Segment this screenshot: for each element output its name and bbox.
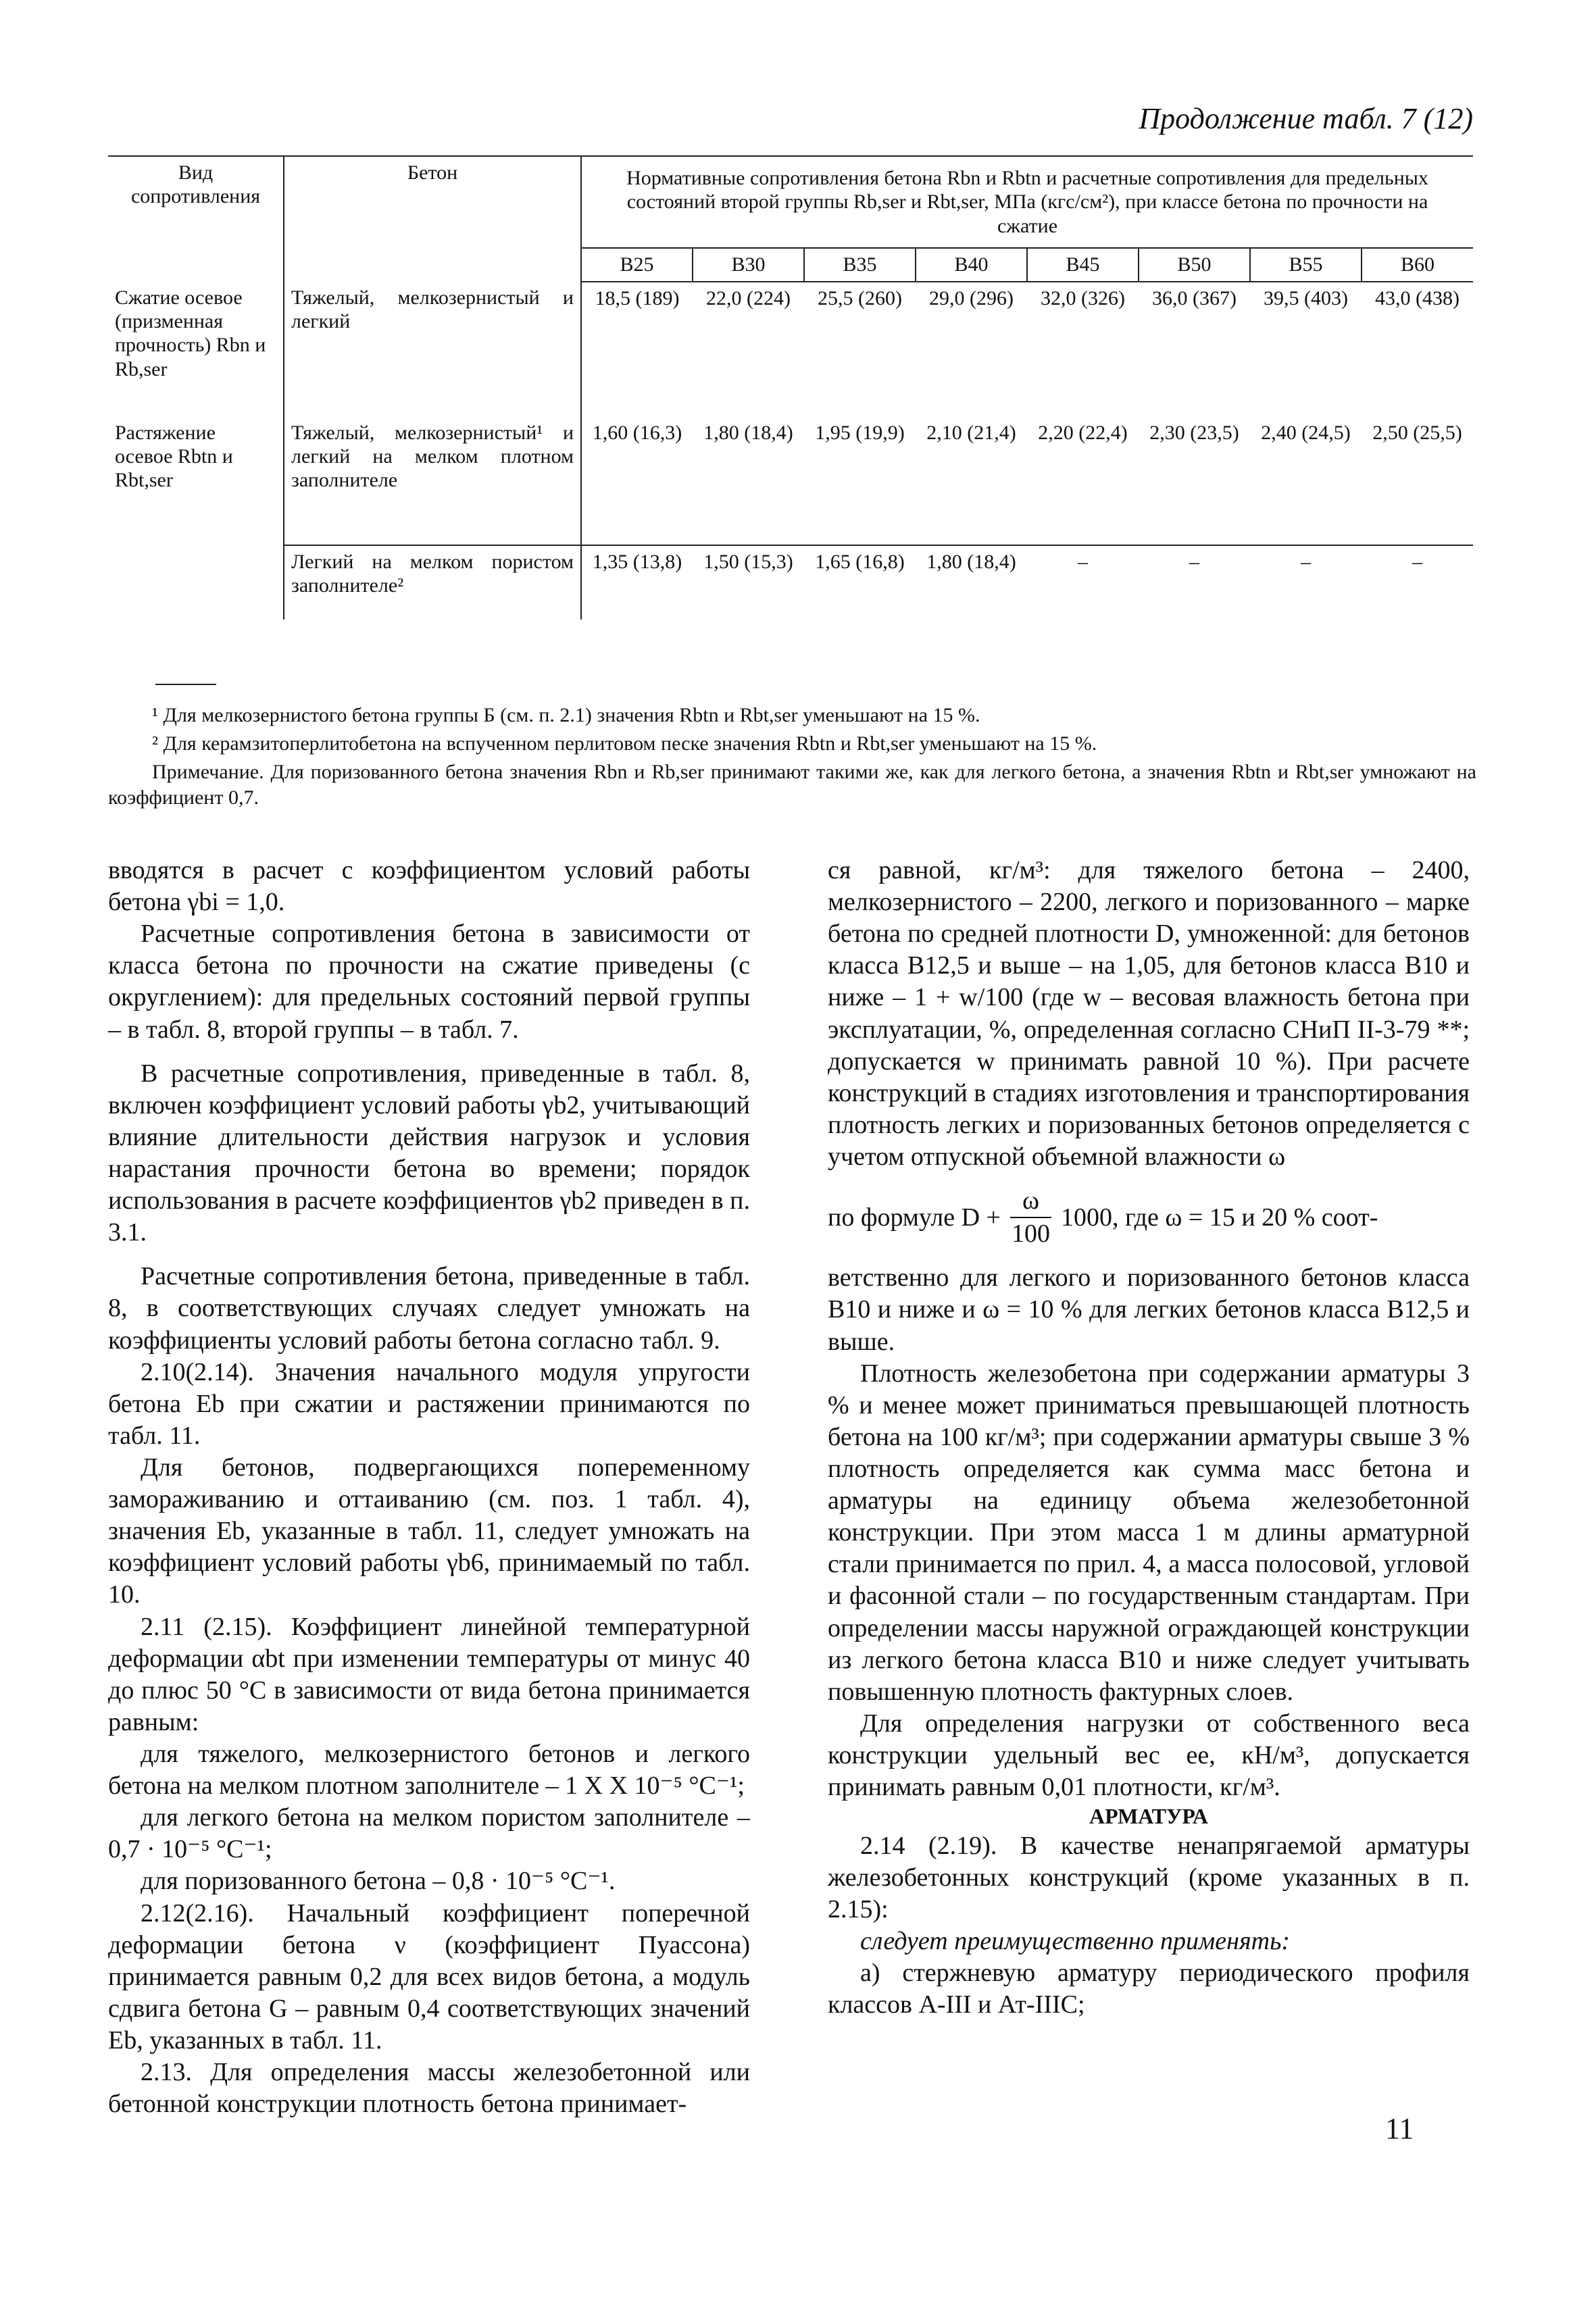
- paragraph: а) стержневую арматуру периодического профиля классов А-III и Ат-IIIС;: [828, 1959, 1470, 2019]
- table-cell: 29,0 (296): [929, 286, 1014, 309]
- class-header: B25: [581, 248, 693, 281]
- class-header: B60: [1362, 248, 1473, 281]
- table-cell: 43,0 (438): [1375, 286, 1460, 309]
- paragraph: Расчетные сопротивления бетона, приведенные в табл. 8, в соответствующих случаях следует умножать на коэффициенты условий работы бетона согласно табл. 9.: [108, 1262, 750, 1355]
- section-heading: АРМАТУРА: [1089, 1804, 1208, 1829]
- table-cell: –: [1250, 545, 1362, 620]
- paragraph: ветственно для легкого и поризованного бетонов класса В10 и ниже и ω = 10 % для легких бетонов класса В12,5 и выше.: [828, 1263, 1470, 1356]
- strength-table: [108, 155, 1473, 620]
- class-header: B55: [1250, 248, 1362, 281]
- table-note: Примечание. Для поризованного бетона значения Rbn и Rb,ser принимают такими же, как для легкого бетона, а значения Rbtn и Rbt,ser умножают на коэффициент 0,7.: [108, 761, 1476, 809]
- table-cell: 39,5 (403): [1264, 286, 1348, 309]
- table-cell: 1,60 (16,3): [592, 421, 682, 444]
- table-cell: 1,65 (16,8): [804, 545, 916, 620]
- paragraph: 2.10(2.14). Значения начального модуля упругости бетона Eb при сжатии и растяжении принимаются по табл. 11.: [108, 1357, 750, 1450]
- formula-suffix: 1000, где ω = 15 и 20 % соот-: [1060, 1203, 1378, 1232]
- density-formula: [828, 1185, 1470, 1250]
- table-cell: 2,30 (23,5): [1149, 421, 1239, 444]
- table-cell: 2,20 (22,4): [1038, 421, 1128, 444]
- table-cell: 18,5 (189): [595, 286, 680, 309]
- paragraph: Плотность железобетона при содержании арматуры 3 % и менее может приниматься превышающей плотность бетона на 100 кг/м³; при содержании арматуры свыше 3 % плотность определяется как сумма масс бетона и арматуры на единицу объема железобетонной конструкции. При этом масса 1 м длины арматурной стали принимается по прил. 4, а масса полосовой, угловой и фасонной стали – по государственным стандартам. При определении массы наружной ограждающей конструкции из легкого бетона класса В10 и ниже следует учитывать повышенную плотность фактурных слоев.: [828, 1359, 1470, 1706]
- row-type: [108, 545, 284, 620]
- page-number: 11: [1385, 2112, 1414, 2145]
- row-concrete: Тяжелый, мелкозернистый и легкий: [284, 282, 581, 417]
- class-header: B30: [693, 248, 804, 281]
- table-row: [108, 417, 1473, 545]
- paragraph: Для определения нагрузки от собственного веса конструкции удельный вес ее, кН/м³, допускается принимать равным 0,01 плотности, кг/м³.: [828, 1709, 1470, 1802]
- paragraph: 2.13. Для определения массы железобетонной или бетонной конструкции плотность бетона принимает-: [108, 2058, 750, 2119]
- table-cell: 1,95 (19,9): [815, 421, 905, 444]
- class-header: B35: [804, 248, 916, 281]
- table-cell: 2,50 (25,5): [1372, 421, 1462, 444]
- col-type-header: Вид сопротивления: [108, 156, 284, 282]
- main-header: Нормативные сопротивления бетона Rbn и Rbtn и расчетные сопротивления для предельных состояний второй группы Rb,ser и Rbt,ser, МПа (кгс/см²), при классе бетона по прочности на сжатие: [581, 156, 1473, 248]
- paragraph: ся равной, кг/м³: для тяжелого бетона – 2400, мелкозернистого – 2200, легкого и поризованного – марке бетона по средней плотности D, умноженной: для бетонов класса В12,5 и выше – на 1,05, для бетонов класса В10 и ниже – 1 + w/100 (где w – весовая влажность бетона при эксплуатации, %, определенная согласно СНиП II-3-79 **; допускается w принимать равной 10 %). При расчете конструкций в стадиях изготовления и транспортирования плотность легких и поризованных бетонов определяется с учетом отпускной объемной влажности ω: [828, 856, 1470, 1171]
- table-cell: 1,50 (15,3): [693, 545, 804, 620]
- footnote-rule: [155, 684, 216, 685]
- class-header: B45: [1027, 248, 1139, 281]
- table-cell: –: [1362, 545, 1473, 620]
- row-concrete: Легкий на мелком пористом заполнителе²: [284, 545, 581, 620]
- row-concrete: Тяжелый, мелкозернистый¹ и легкий на мелком плотном заполнителе: [284, 417, 581, 545]
- paragraph: для поризованного бетона – 0,8 · 10⁻⁵ °С⁻¹.: [141, 1867, 616, 1896]
- table-cell: 25,5 (260): [818, 286, 902, 309]
- table-cell: –: [1139, 545, 1250, 620]
- paragraph: Для бетонов, подвергающихся попеременному замораживанию и оттаиванию (см. поз. 1 табл. 4), значения Eb, указанные в табл. 11, следует умножать на коэффициент условий работы γb6, принимаемый по табл. 10.: [108, 1453, 750, 1609]
- table-cell: 2,10 (21,4): [926, 421, 1016, 444]
- col-concrete-header: Бетон: [284, 156, 581, 282]
- footnote-2: ² Для керамзитоперлитобетона на вспученном перлитовом песке значения Rbtn и Rbt,ser уменьшают на 15 %.: [152, 732, 1097, 755]
- formula-numerator: ω: [1010, 1185, 1051, 1218]
- paragraph: для тяжелого, мелкозернистого бетонов и легкого бетона на мелком плотном заполнителе – 1 Х Х 10⁻⁵ °С⁻¹;: [108, 1739, 750, 1801]
- paragraph: 2.11 (2.15). Коэффициент линейной температурной деформации αbt при изменении температуры от минус 40 до плюс 50 °С в зависимости от вида бетона принимается равным:: [108, 1612, 750, 1736]
- table-cell: 1,80 (18,4): [703, 421, 793, 444]
- table-cell: 2,40 (24,5): [1261, 421, 1351, 444]
- table-cell: 1,35 (13,8): [581, 545, 693, 620]
- table-continuation-title: Продолжение табл. 7 (12): [1139, 102, 1473, 135]
- paragraph: для легкого бетона на мелком пористом заполнителе – 0,7 · 10⁻⁵ °С⁻¹;: [108, 1803, 750, 1864]
- paragraph: вводятся в расчет с коэффициентом условий работы бетона γbi = 1,0.: [108, 856, 750, 917]
- formula-fraction: [1010, 1185, 1051, 1250]
- class-header: B50: [1139, 248, 1250, 281]
- table-cell: 22,0 (224): [706, 286, 791, 309]
- paragraph: 2.14 (2.19). В качестве ненапрягаемой арматуры железобетонных конструкций (кроме указанных в п. 2.15):: [828, 1831, 1470, 1924]
- paragraph: 2.12(2.16). Начальный коэффициент поперечной деформации бетона ν (коэффициент Пуассона) принимается равным 0,2 для всех видов бетона, а модуль сдвига бетона G – равным 0,4 соответствующих значений Eb, указанных в табл. 11.: [108, 1898, 750, 2055]
- paragraph: В расчетные сопротивления, приведенные в табл. 8, включен коэффициент условий работы γb2, учитывающий влияние длительности действия нагрузок и условия нарастания прочности бетона во времени; порядок использования в расчете коэффициентов γb2 приведен в п. 3.1.: [108, 1059, 750, 1247]
- formula-prefix: по формуле D +: [828, 1203, 1001, 1232]
- paragraph: Расчетные сопротивления бетона в зависимости от класса бетона по прочности на сжатие приведены (с округлением): для предельных состояний первой группы – в табл. 8, второй группы – в табл. 7.: [108, 920, 750, 1044]
- class-header: B40: [916, 248, 1027, 281]
- table-cell: 36,0 (367): [1152, 286, 1237, 309]
- row-type: Сжатие осевое (призменная прочность) Rbn и Rb,ser: [108, 282, 284, 417]
- footnote-1: ¹ Для мелкозернистого бетона группы Б (см. п. 2.1) значения Rbtn и Rbt,ser уменьшают на 15 %.: [152, 704, 980, 726]
- table-cell: 32,0 (326): [1041, 286, 1125, 309]
- table-row: [108, 545, 1473, 620]
- paragraph: следует преимущественно применять:: [860, 1927, 1291, 1956]
- left-column: [108, 855, 750, 2120]
- right-column: [828, 855, 1470, 2021]
- table-cell: –: [1027, 545, 1139, 620]
- table-cell: 1,80 (18,4): [916, 545, 1027, 620]
- row-type: Растяжение осевое Rbtn и Rbt,ser: [108, 417, 284, 545]
- table-row: [108, 282, 1473, 417]
- formula-denominator: 100: [1011, 1219, 1050, 1249]
